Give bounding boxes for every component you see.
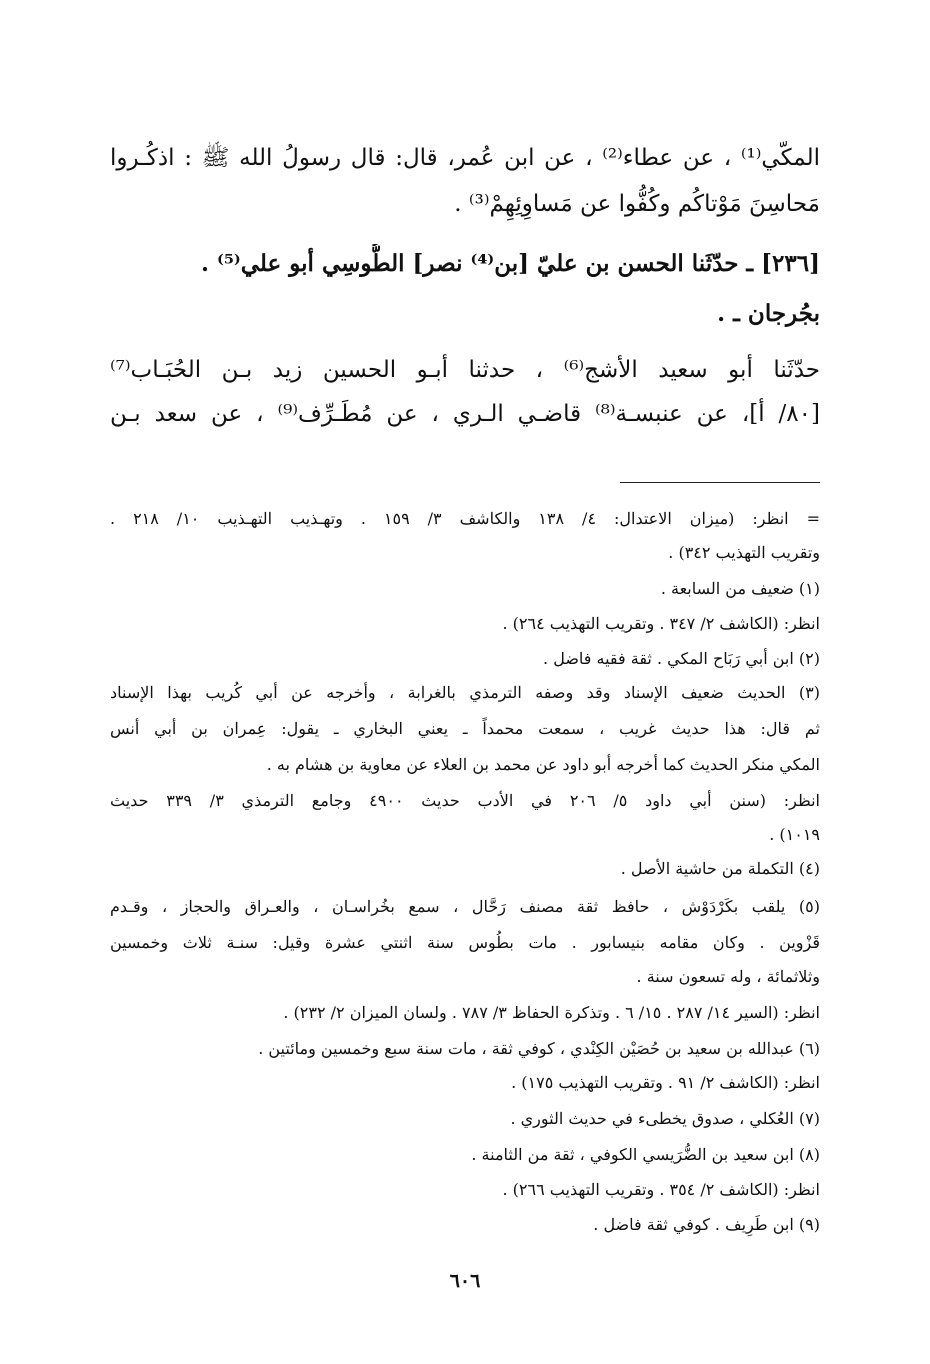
footnote-line: انظر: (الكاشف ٢/ ٣٤٧ . وتقريب التهذيب ٢٦٤) . [502, 614, 820, 633]
main-text-line-2: مَحاسِنَ مَوْتاكُم وكُفُّوا عن مَساوِئِهِمْ⁽³⁾ . [454, 191, 820, 217]
footnote-line: ١٠١٩) . [769, 825, 820, 844]
footnote-line: (٢) ابن أبي رَبَاح المكي . ثقة فقيه فاضل . [543, 649, 820, 668]
footnote-line: (٥) يلقب بكَرْدَوْش ، حافظ ثقة مصنف رَحَّال ، سمع بخُراسـان ، والعـراق والحجاز ، وقـدم [110, 897, 820, 916]
footnote-divider [620, 482, 820, 483]
footnote-line: وتقريب التهذيب ٣٤٢) . [668, 543, 820, 562]
page-number: ٦٠٦ [449, 1270, 481, 1292]
footnote-line: ثم قال: هذا حديث غريب ، سمعت محمداً ـ يعني البخاري ـ يقول: عِمران بن أبي أنس [110, 719, 820, 738]
footnote-line: انظر: (الكاشف ٢/ ٩١ . وتقريب التهذيب ١٧٥) . [511, 1073, 820, 1092]
footnote-line: انظر: (الكاشف ٢/ ٣٥٤ . وتقريب التهذيب ٢٦٦) . [502, 1180, 820, 1199]
footnote-line: (٩) ابن طَرِيف . كوفي ثقة فاضل . [593, 1215, 820, 1234]
footnote-line: انظر: (سنن أبي داود ٥/ ٢٠٦ في الأدب حديث ٤٩٠٠ وجامع الترمذي ٣/ ٣٣٩ حديث [110, 791, 820, 810]
footnote-line: (١) ضعيف من السابعة . [660, 579, 820, 598]
footnote-line: وثلاثمائة ، وله تسعون سنة . [636, 967, 820, 986]
hadith-heading: [٢٣٦] ـ حدّثَنا الحسن بن عليّ [بن⁽⁴⁾ نصر] الطُّوسِي أبو علي⁽⁵⁾ . [200, 250, 820, 277]
isnad-line-1: حدّثَنا أبو سعيد الأشج⁽⁶⁾ ، حدثنا أبـو الحسين زيد بـن الحُبَـاب⁽⁷⁾ [110, 357, 820, 383]
footnote-line: (٦) عبدالله بن سعيد بن حُصَيْن الكِنْدي ، كوفي ثقة ، مات سنة سبع وخمسين ومائتين . [258, 1039, 820, 1058]
footnote-line: المكي منكر الحديث كما أخرجه أبو داود عن محمد بن العلاء عن معاوية بن هشام به . [266, 755, 820, 774]
footnote-line: = انظر: (ميزان الاعتدال: ٤/ ١٣٨ والكاشف ٣/ ١٥٩ . وتهـذيب التهـذيب ١٠/ ٢١٨ . [110, 509, 820, 528]
hadith-place: بجُرجان ـ . [717, 300, 820, 327]
book-page [110, 0, 820, 1364]
footnote-line: قَزْوين . وكان مقامه بنيسابور . مات بطُوس سنة اثنتي عشرة وقيل: سنـة ثلاث وخمسين [110, 933, 820, 952]
footnote-line: (٣) الحديث ضعيف الإسناد وقد وصفه الترمذي بالغرابة ، وأخرجه عن أبي كُريب بهذا الإسناد [110, 683, 820, 702]
footnote-line: انظر: (السير ١٤/ ٢٨٧ . ١٥/ ٦ . وتذكرة الحفاظ ٣/ ٧٨٧ . ولسان الميزان ٢/ ٢٣٢) . [283, 1003, 820, 1022]
main-text-line-1: المكّي⁽¹⁾ ، عن عطاء⁽²⁾ ، عن ابن عُمر، قال: قال رسولُ الله ﷺ : اذكُـروا [110, 145, 820, 171]
isnad-line-2: [٨٠/ أ]، عن عنبسـة⁽⁸⁾ قاضـي الـري ، عن مُطَـرِّف⁽⁹⁾ ، عن سعد بـن [110, 401, 820, 427]
footnote-line: (٧) العُكلي ، صدوق يخطىء في حديث الثوري . [510, 1109, 820, 1128]
footnote-line: (٨) ابن سعيد بن الضُّرَيسي الكوفي ، ثقة من الثامنة . [471, 1145, 820, 1164]
footnote-line: (٤) التكملة من حاشية الأصل . [620, 859, 820, 878]
